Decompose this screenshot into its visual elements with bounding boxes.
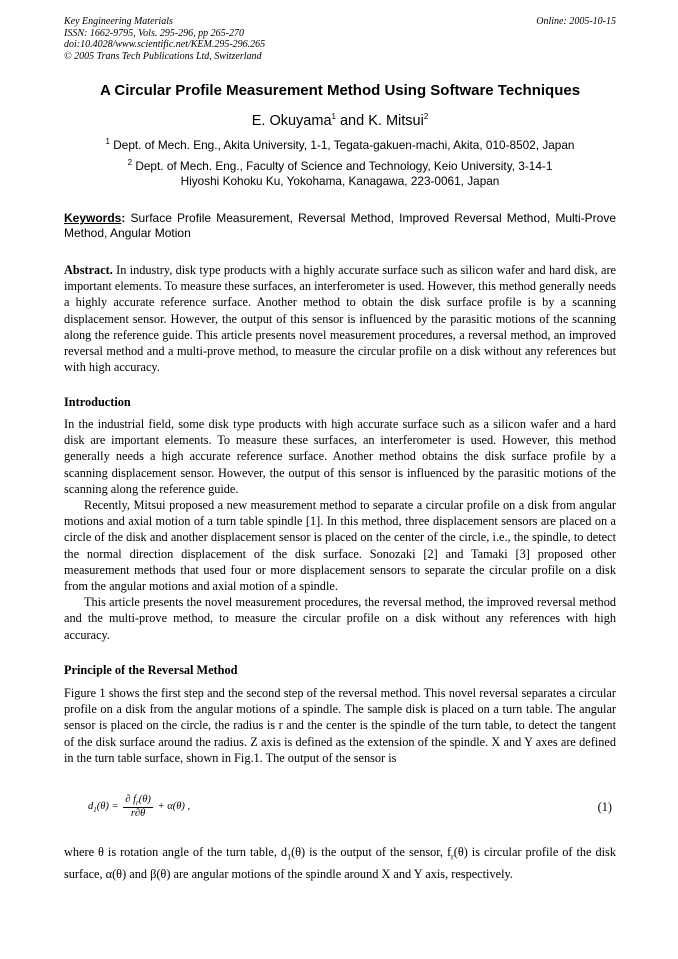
- keywords-label: Keywords: [64, 211, 122, 225]
- online-date: Online: 2005-10-15: [536, 16, 616, 27]
- abstract-block: [64, 262, 616, 375]
- principle-paragraph: Figure 1 shows the first step and the second step of the reversal method. This novel reversal separates a circular profile on a disk from the angular motions of a spindle. The sample disk is placed on a turn table. The angular sensor is placed on the circle, the radius is r and the center is the spindle of the turn table, to detect the tangent of the disk surface around the radius. Z axis is defined as the extension of the spindle. X and Y axes are defined in the turn table surface, shown in Fig.1. The output of the sensor is: [64, 686, 616, 765]
- after-part-3: (θ) is circular profile of the disk surface, α(θ) and β(θ) are angular motions of the spindle around X and Y axis, respectively.: [64, 845, 616, 881]
- keywords-colon: :: [121, 211, 126, 225]
- equation-number: (1): [597, 800, 612, 814]
- author-1-affiliation-mark: 1: [331, 112, 336, 122]
- abstract-text: In industry, disk type products with a highly accurate surface such as silicon wafer and hard disk, are important elements. To measure these surfaces, an interferometer is used. However, this method generally needs a highly accurate reference surface. Another method to obtain the disk surface profile is by a scanning displacement sensor. However, the output of this sensor is influenced by the parasitic motions of the scanning along the reference guide. This article presents novel measurement procedures, a reversal method, an improved reversal method and a multi-prove method, to measure the circular profile on a disk without any references but with high accuracy.: [64, 263, 616, 375]
- author-2-affiliation-mark: 2: [423, 112, 429, 122]
- eq-lhs: d: [88, 800, 94, 812]
- author-2: K. Mitsui: [368, 113, 424, 129]
- journal-name: Key Engineering Materials: [64, 16, 173, 27]
- eq-fraction: [123, 794, 153, 819]
- intro-paragraph-3: This article presents the novel measurement procedures, the reversal method, the improved reversal method and the multi-prove method, to measure the circular profile on a disk without any references with high accuracy.: [64, 595, 616, 642]
- eq-num-text: ∂ f: [125, 794, 136, 805]
- keywords-text: Surface Profile Measurement, Reversal Method, Improved Reversal Method, Multi-Prove Method, Angular Motion: [64, 211, 617, 240]
- after-sub-2: r: [451, 852, 454, 862]
- affiliation-1-mark: 1: [105, 137, 110, 147]
- eq-lhs-arg: (θ) =: [96, 800, 119, 812]
- author-line: [64, 113, 616, 129]
- after-sub-1: 1: [287, 852, 292, 862]
- principle-heading: Principle of the Reversal Method: [64, 663, 238, 677]
- keywords-block: [64, 211, 616, 241]
- after-part-2: (θ) is the output of the sensor, f: [291, 845, 452, 859]
- author-connector: and: [335, 113, 369, 129]
- after-part-1: where θ is rotation angle of the turn table, d: [64, 845, 288, 859]
- issn-line: ISSN: 1662-9795, Vols. 295-296, pp 265-270: [64, 27, 244, 39]
- eq-numerator: [123, 794, 153, 808]
- principle-body: [64, 685, 616, 766]
- intro-paragraph-1: In the industrial field, some disk type products with high accurate surface such as a silicon wafer and a hard disk are important elements. To measure these surfaces, an interferometer is used. However, this method generally needs a high accurate reference surface. Another method obtains the disk surface profile by a scanning displacement sensor. However, the output of this sensor is influenced by the parasitic motions of the scanning along the reference guide.: [64, 417, 616, 496]
- intro-paragraph-2: Recently, Mitsui proposed a new measurement method to separate a circular profile on a disk from angular motions and axial motion of a turn table spindle [1]. In this method, three displacement sensors are placed on a circle of the disk and another displacement sensor is placed on the center of the circle, i.e., the spindle, to detect the normal direction displacement of the disk surface. Sonozaki [2] and Tamaki [3] proposed other measurement methods that used four or more displacement sensors to separate the circular profile on a disk from the angular motions and axial motion of a spindle.: [64, 498, 616, 594]
- eq-denominator: r∂θ: [130, 808, 146, 820]
- introduction-body: [64, 416, 616, 643]
- abstract-label: Abstract.: [64, 263, 113, 277]
- equation-formula: [88, 794, 190, 819]
- introduction-heading: Introduction: [64, 395, 131, 409]
- doi-line: doi:10.4028/www.scientific.net/KEM.295-296.265: [64, 39, 266, 50]
- principle-after-equation: [64, 844, 616, 882]
- journal-header: [64, 16, 616, 62]
- affiliation-2-line-2: Hiyoshi Kohoku Ku, Yokohama, Kanagawa, 223-0061, Japan: [180, 174, 500, 188]
- equation-1: [64, 794, 616, 830]
- affiliation-1: [64, 138, 616, 152]
- affiliation-2-mark: 2: [127, 158, 133, 168]
- author-1: E. Okuyama: [251, 113, 332, 129]
- eq-lhs-sub: 1: [93, 806, 97, 815]
- copyright-line: © 2005 Trans Tech Publications Ltd, Switzerland: [64, 50, 262, 62]
- eq-num-arg: (θ): [138, 794, 151, 805]
- affiliation-1-text: Dept. of Mech. Eng., Akita University, 1-1, Tegata-gakuen-machi, Akita, 010-8502, Japan: [113, 138, 575, 152]
- affiliation-2: [64, 159, 616, 189]
- eq-num-sub: r: [135, 799, 139, 808]
- paper-title: A Circular Profile Measurement Method Using Software Techniques: [99, 82, 581, 99]
- affiliation-2-line-1: Dept. of Mech. Eng., Faculty of Science and Technology, Keio University, 3-14-1: [135, 159, 553, 173]
- eq-rhs: + α(θ) ,: [157, 800, 191, 812]
